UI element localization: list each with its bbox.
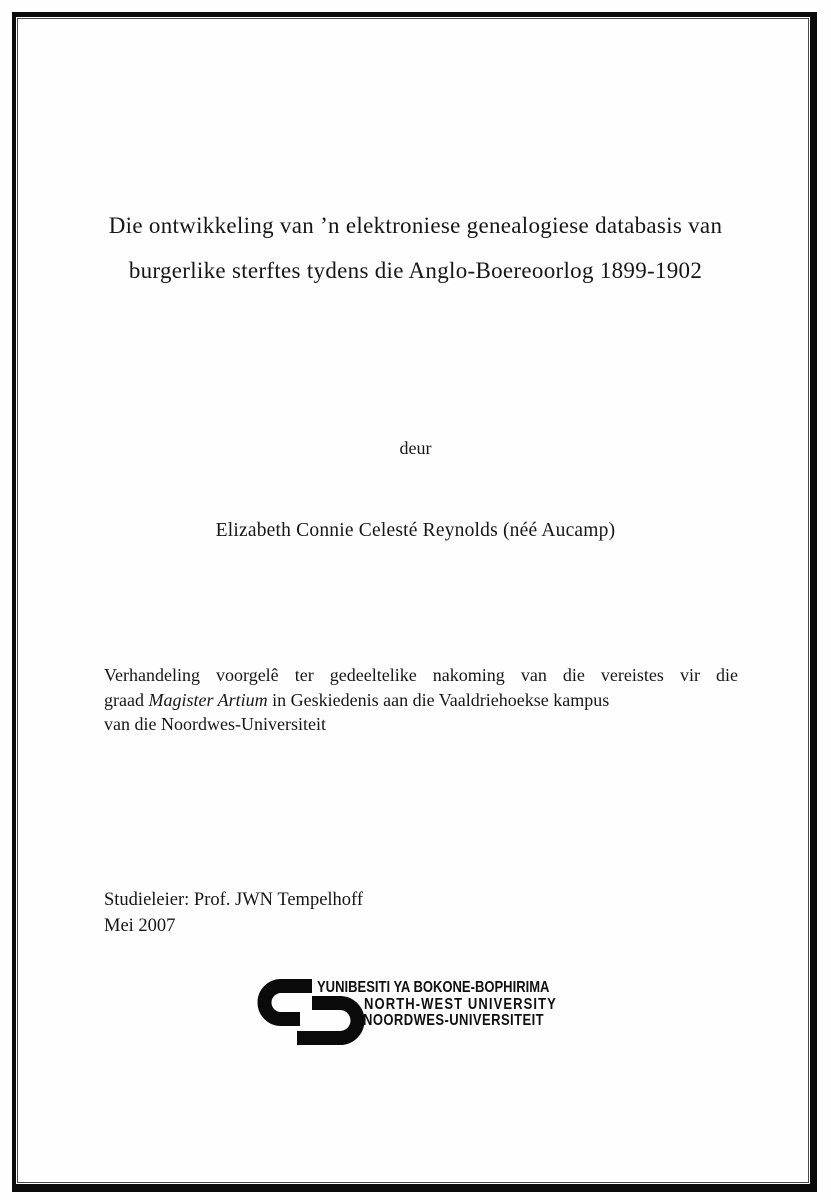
- degree-statement-line-2-pre: graad: [104, 689, 149, 710]
- thesis-title-line-2: burgerlike sterftes tydens die Anglo-Boereoorlog 1899-1902: [128, 258, 703, 283]
- nwu-logo: [257, 977, 597, 1052]
- thesis-title-line-1: Die ontwikkeling van ’n elektroniese genealogiese databasis van: [108, 213, 723, 238]
- nwu-logo-line-english: NORTH-WEST UNIVERSITY: [364, 996, 557, 1013]
- supervisor-block: [104, 888, 363, 939]
- degree-statement: [104, 663, 738, 737]
- degree-name-italic: Magister Artium: [148, 689, 268, 710]
- degree-statement-line-2-post: in Geskiedenis aan die Vaaldriehoekse kampus: [267, 689, 610, 710]
- nwu-logo-line-setswana: YUNIBESITI YA BOKONE-BOPHIRIMA: [317, 979, 550, 996]
- degree-statement-line-2: [104, 688, 738, 713]
- thesis-title: [40, 203, 791, 293]
- byline-deur: deur: [399, 438, 432, 458]
- author-name: Elizabeth Connie Celesté Reynolds (néé Aucamp): [215, 520, 616, 541]
- degree-statement-line-1: Verhandeling voorgelê ter gedeeltelike nakoming van die vereistes vir die: [104, 665, 738, 685]
- supervisor-line: Studieleier: Prof. JWN Tempelhoff: [104, 890, 364, 910]
- nwu-logo-line-afrikaans: NOORDWES-UNIVERSITEIT: [363, 1012, 544, 1029]
- degree-statement-line-3: van die Noordwes-Universiteit: [104, 714, 326, 734]
- date-line: Mei 2007: [104, 915, 176, 936]
